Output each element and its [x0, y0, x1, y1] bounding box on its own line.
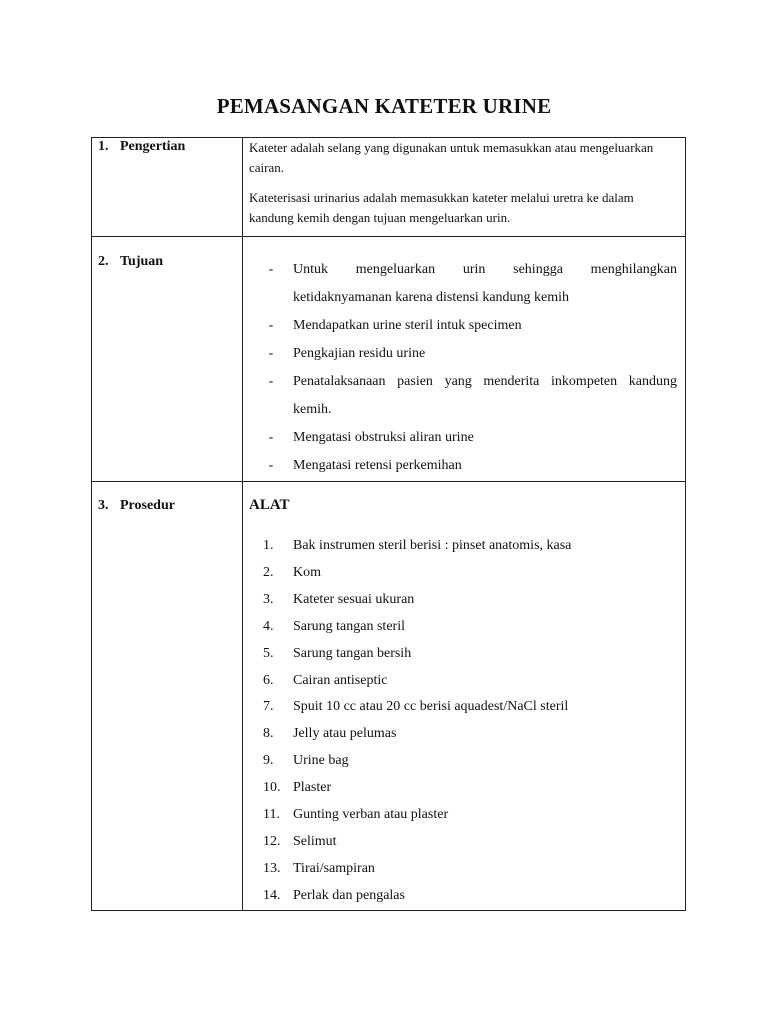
list-item-text: Untuk mengeluarkan urin sehingga menghilangkan ketidaknyamanan karena distensi kandung kemih	[293, 262, 677, 305]
paragraph: Kateterisasi urinarius adalah memasukkan kateter melalui uretra ke dalam kandung kemih dengan tujuan mengeluarkan urin.	[249, 190, 634, 225]
table-row-prosedur	[92, 482, 686, 911]
list-item	[249, 424, 677, 452]
row-number: 3.	[98, 498, 109, 513]
list-item-text: Urine bag	[293, 753, 349, 769]
item-number: 9.	[263, 753, 274, 769]
item-number: 3.	[263, 591, 274, 607]
list-item	[249, 368, 677, 424]
row-content-cell	[243, 482, 686, 911]
list-item-text: Perlak dan pengalas	[293, 887, 405, 903]
list-item	[249, 748, 677, 775]
list-item-text: Spuit 10 cc atau 20 cc berisi aquadest/NaCl steril	[293, 699, 569, 715]
dash-bullet: -	[268, 430, 274, 445]
row-content-cell	[243, 237, 686, 482]
row-number: 1.	[98, 139, 109, 154]
equipment-list	[249, 533, 677, 910]
list-item-text: Cairan antiseptic	[293, 672, 388, 688]
list-item-text: Sarung tangan bersih	[293, 645, 412, 661]
list-item	[249, 829, 677, 856]
list-item-text: Pengkajian residu urine	[293, 346, 426, 361]
list-item-text: Jelly atau pelumas	[293, 726, 397, 742]
document-title: PEMASANGAN KATETER URINE	[216, 94, 552, 118]
list-item	[249, 694, 677, 721]
dash-bullet: -	[268, 318, 274, 333]
list-item	[249, 641, 677, 668]
item-number: 11.	[263, 807, 280, 823]
dash-bullet: -	[268, 262, 274, 277]
list-item	[249, 775, 677, 802]
list-item-text: Plaster	[293, 780, 332, 796]
list-item	[249, 560, 677, 587]
row-number: 2.	[98, 254, 109, 269]
row-label: Pengertian	[120, 139, 186, 154]
table-row-pengertian	[92, 138, 686, 237]
procedure-table	[91, 137, 686, 911]
item-number: 4.	[263, 618, 274, 634]
list-item	[249, 883, 677, 910]
list-item-text: Mendapatkan urine steril intuk specimen	[293, 318, 522, 333]
list-item	[249, 587, 677, 614]
row-label: Prosedur	[120, 498, 175, 513]
row-content-cell	[243, 138, 686, 237]
list-item	[249, 452, 677, 480]
item-number: 5.	[263, 645, 274, 661]
list-item	[249, 312, 677, 340]
item-number: 13.	[263, 860, 281, 876]
item-number: 8.	[263, 726, 274, 742]
item-number: 12.	[263, 833, 281, 849]
section-heading: ALAT	[249, 497, 290, 513]
table-row-tujuan	[92, 237, 686, 482]
list-item	[249, 340, 677, 368]
item-number: 7.	[263, 699, 274, 715]
row-label: Tujuan	[120, 254, 164, 269]
list-item	[249, 802, 677, 829]
paragraph: Kateter adalah selang yang digunakan untuk memasukkan atau mengeluarkan cairan.	[249, 140, 654, 175]
dash-bullet: -	[268, 346, 274, 361]
list-item-text: Bak instrumen steril berisi : pinset anatomis, kasa	[293, 538, 572, 553]
item-number: 10.	[263, 780, 281, 796]
item-number: 2.	[263, 564, 274, 580]
list-item	[249, 256, 677, 312]
row-label-cell	[92, 138, 243, 237]
item-number: 1.	[263, 538, 274, 553]
list-item-text: Kom	[293, 564, 321, 580]
list-item	[249, 533, 677, 560]
item-number: 6.	[263, 672, 274, 688]
list-item-text: Sarung tangan steril	[293, 618, 405, 634]
list-item-text: Penatalaksanaan pasien yang menderita inkompeten kandung kemih.	[293, 374, 677, 417]
list-item	[249, 668, 677, 695]
item-number: 14.	[263, 887, 281, 903]
list-item-text: Mengatasi obstruksi aliran urine	[293, 430, 474, 445]
list-item-text: Selimut	[293, 833, 337, 849]
row-label-cell	[92, 237, 243, 482]
list-item	[249, 856, 677, 883]
list-item-text: Gunting verban atau plaster	[293, 807, 449, 823]
list-item-text: Tirai/sampiran	[293, 860, 375, 876]
row-label-cell	[92, 482, 243, 911]
list-item-text: Mengatasi retensi perkemihan	[293, 458, 462, 473]
dash-bullet: -	[268, 374, 274, 389]
list-item	[249, 721, 677, 748]
dash-bullet: -	[268, 458, 274, 473]
objective-list	[249, 256, 677, 480]
list-item-text: Kateter sesuai ukuran	[293, 591, 415, 607]
list-item	[249, 614, 677, 641]
